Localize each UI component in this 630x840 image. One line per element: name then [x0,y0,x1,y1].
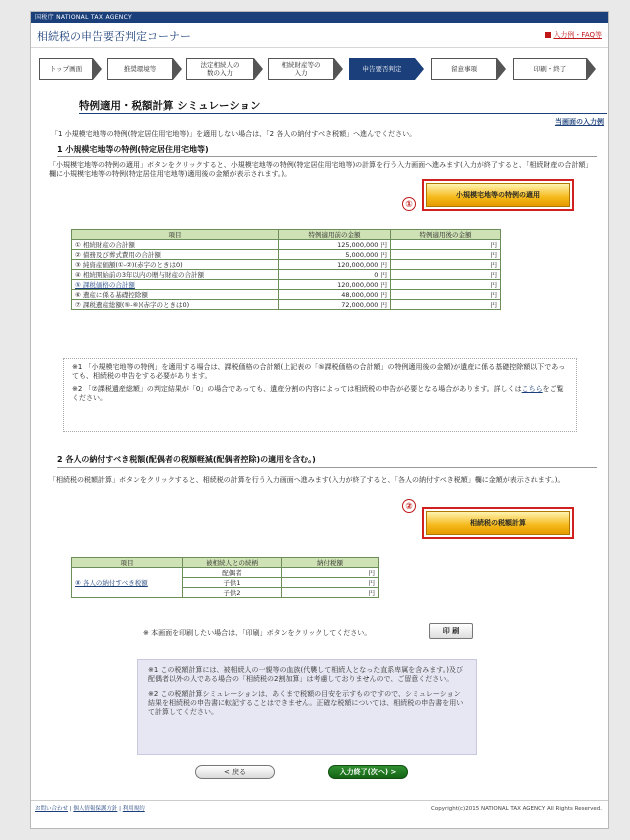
row-after: 円 [391,290,501,300]
step-arrow-icon [173,58,182,80]
tax-calculation-button[interactable]: 相続税の税額計算 [426,511,570,535]
footer [31,800,608,817]
table1-header-before: 特例適用前の金額 [279,230,391,240]
row-after: 円 [391,240,501,250]
taxable-value-link[interactable]: ⑤ 課税価格の合計額 [75,281,135,289]
row-label: ⑥ 遺産に係る基礎控除額 [72,290,279,300]
row-after: 円 [391,260,501,270]
back-button[interactable]: < 戻る [195,765,275,779]
section2-description: 「相続税の税額計算」ボタンをクリックすると、相続税の計算を行う入力画面へ進みます(入力が終了すると、「各人の納付すべき税額」欄に金額が表示されます。)。 [49,476,565,484]
tax-cell: 円 [282,568,379,578]
disclaimer-2: ※2 この税額計算シミュレーションは、あくまで税額の目安を示すものですので、シミュレーション結果を相続税の申告書に転記することはできません。正確な税額については、相続税の申告書を用いて計算してください。 [148,690,464,716]
row-before: 48,000,000 円 [279,290,391,300]
page-title: 特例適用・税額計算 シミュレーション [79,100,261,112]
title-divider [79,113,607,114]
asset-summary-table [71,229,501,310]
agency-banner: 国税庁 NATIONAL TAX AGENCY [31,12,608,23]
table-row [72,300,501,310]
table2-header-item: 項目 [72,558,183,568]
step-navigation [39,58,602,84]
table1-header-item: 項目 [72,230,279,240]
details-link[interactable]: こちら [521,385,543,393]
section2-divider [57,467,597,468]
tax-per-heir-table [71,557,379,598]
faq-link[interactable] [545,30,602,40]
tax-cell: 円 [282,578,379,588]
copyright: Copyright(c)2015 NATIONAL TAX AGENCY All Rights Reserved. [431,806,602,812]
footer-links: お問い合わせ | 個人情報保護方針 | 利用規約 [35,806,145,812]
row-label: ③ 純資産価額(①-②)(赤字のときは0) [72,260,279,270]
row-label: ② 債務及び葬式費用の合計額 [72,250,279,260]
row-before: 120,000,000 円 [279,280,391,290]
table-row [72,250,501,260]
page [30,11,609,829]
disclaimer-box [137,659,477,755]
header [31,23,608,48]
table-row [72,260,501,270]
tax-per-heir-link[interactable]: ⑧ 各人の納付すべき税額 [75,579,148,587]
step-environment: 推奨環境等 [107,58,173,80]
row-before: 5,000,000 円 [279,250,391,260]
print-button[interactable]: 印 刷 [429,623,473,639]
example-link[interactable]: 当画面の入力例 [555,118,604,126]
app-title: 相続税の申告要否判定コーナー [37,30,191,43]
notes-box [63,358,577,432]
step-assets: 相続財産等の 入力 [268,58,334,80]
table-row [72,290,501,300]
intro-note: 「1 小規模宅地等の特例(特定居住用宅地等)」を適用しない場合は、「2 各人の納付すべき税額」へ進んでください。 [51,130,417,138]
table2-header-relation: 被相続人との続柄 [183,558,282,568]
table2-header-tax: 納付税額 [282,558,379,568]
note-2-tail: をご覧ください。 [72,385,564,402]
row-label: ⑦ 課税遺産総額(⑤-⑥)(赤字のときは0) [72,300,279,310]
table1-header-after: 特例適用後の金額 [391,230,501,240]
step-arrow-icon [254,58,263,80]
next-button[interactable]: 入力終了(次へ) > [328,765,408,779]
book-icon [545,32,551,38]
row-after: 円 [391,280,501,290]
note-2 [72,385,568,403]
small-residential-exemption-button[interactable]: 小規模宅地等の特例の適用 [426,183,570,207]
special-exemption-frame [422,179,574,211]
row-before: 72,000,000 円 [279,300,391,310]
privacy-link[interactable]: 個人情報保護方針 [73,806,118,812]
section1-description: 「小規模宅地等の特例の適用」ボタンをクリックすると、小規模宅地等の特例(特定居住用宅地等)の計算を行う入力画面へ進みます(入力が終了すると、「相続財産の合計額」欄に小規模宅地等の特例(特定居住用宅地等)適用後の金額が表示されます。)。 [49,161,589,178]
row-before: 0 円 [279,270,391,280]
marker-2: ② [402,499,416,513]
relation-cell: 子供2 [183,588,282,598]
row-after: 円 [391,250,501,260]
row-after: 円 [391,270,501,280]
print-note: ※ 本画面を印刷したい場合は、「印刷」ボタンをクリックしてください。 [143,629,372,637]
step-arrow-icon [334,58,343,80]
table-row [72,240,501,250]
table-row [72,280,501,290]
row-label: ① 相続財産の合計額 [72,240,279,250]
step-arrow-icon [415,58,424,80]
tax-calc-frame [422,507,574,539]
relation-cell: 配偶者 [183,568,282,578]
row-label-link[interactable] [72,280,279,290]
row-before: 120,000,000 円 [279,260,391,270]
step-notes: 留意事項 [431,58,497,80]
step-arrow-icon [587,58,596,80]
disclaimer-1: ※1 この税額計算には、被相続人の一親等の血族(代襲して相続人となった直系卑属を含みます。)及び配偶者以外の人である場合の「相続税の2割加算」は考慮しておりませんので、ご留意ください。 [148,666,463,683]
step-top: トップ画面 [39,58,93,80]
table-row [72,568,379,578]
table-row [72,270,501,280]
terms-link[interactable]: 利用規約 [122,806,145,812]
step-print: 印刷・終了 [513,58,587,80]
step-arrow-icon [497,58,506,80]
row-label: ④ 相続開始前の3年以内の贈与財産の合計額 [72,270,279,280]
step-arrow-icon [93,58,102,80]
contact-link[interactable]: お問い合わせ [35,806,69,812]
section1-title: 1 小規模宅地等の特例(特定居住用宅地等) [57,145,209,154]
section2-title: 2 各人の納付すべき税額(配偶者の税額軽減(配偶者控除)の適用を含む。) [57,455,316,464]
note-2-text: ※2 「⑦課税遺産総額」の判定結果が「0」の場合であっても、遺産分割の内容によっては相続税の申告が必要となる場合があります。詳しくは [72,385,522,393]
faq-link-label: 入力例・FAQ等 [553,31,602,39]
note-1: ※1 「小規模宅地等の特例」を適用する場合は、課税価格の合計額(上記表の「⑤課税価格の合計額」の特例適用後の金額)が遺産に係る基礎控除額以下であっても、相続税の申告をする必要があります。 [72,363,566,380]
row-after: 円 [391,300,501,310]
step-heirs: 法定相続人の 数の入力 [186,58,254,80]
step-judgement: 申告要否判定 [349,58,415,80]
relation-cell: 子供1 [183,578,282,588]
tax-cell: 円 [282,588,379,598]
row-before: 125,000,000 円 [279,240,391,250]
section1-divider [57,156,597,157]
marker-1: ① [402,197,416,211]
tax-per-heir-cell[interactable] [72,568,183,598]
